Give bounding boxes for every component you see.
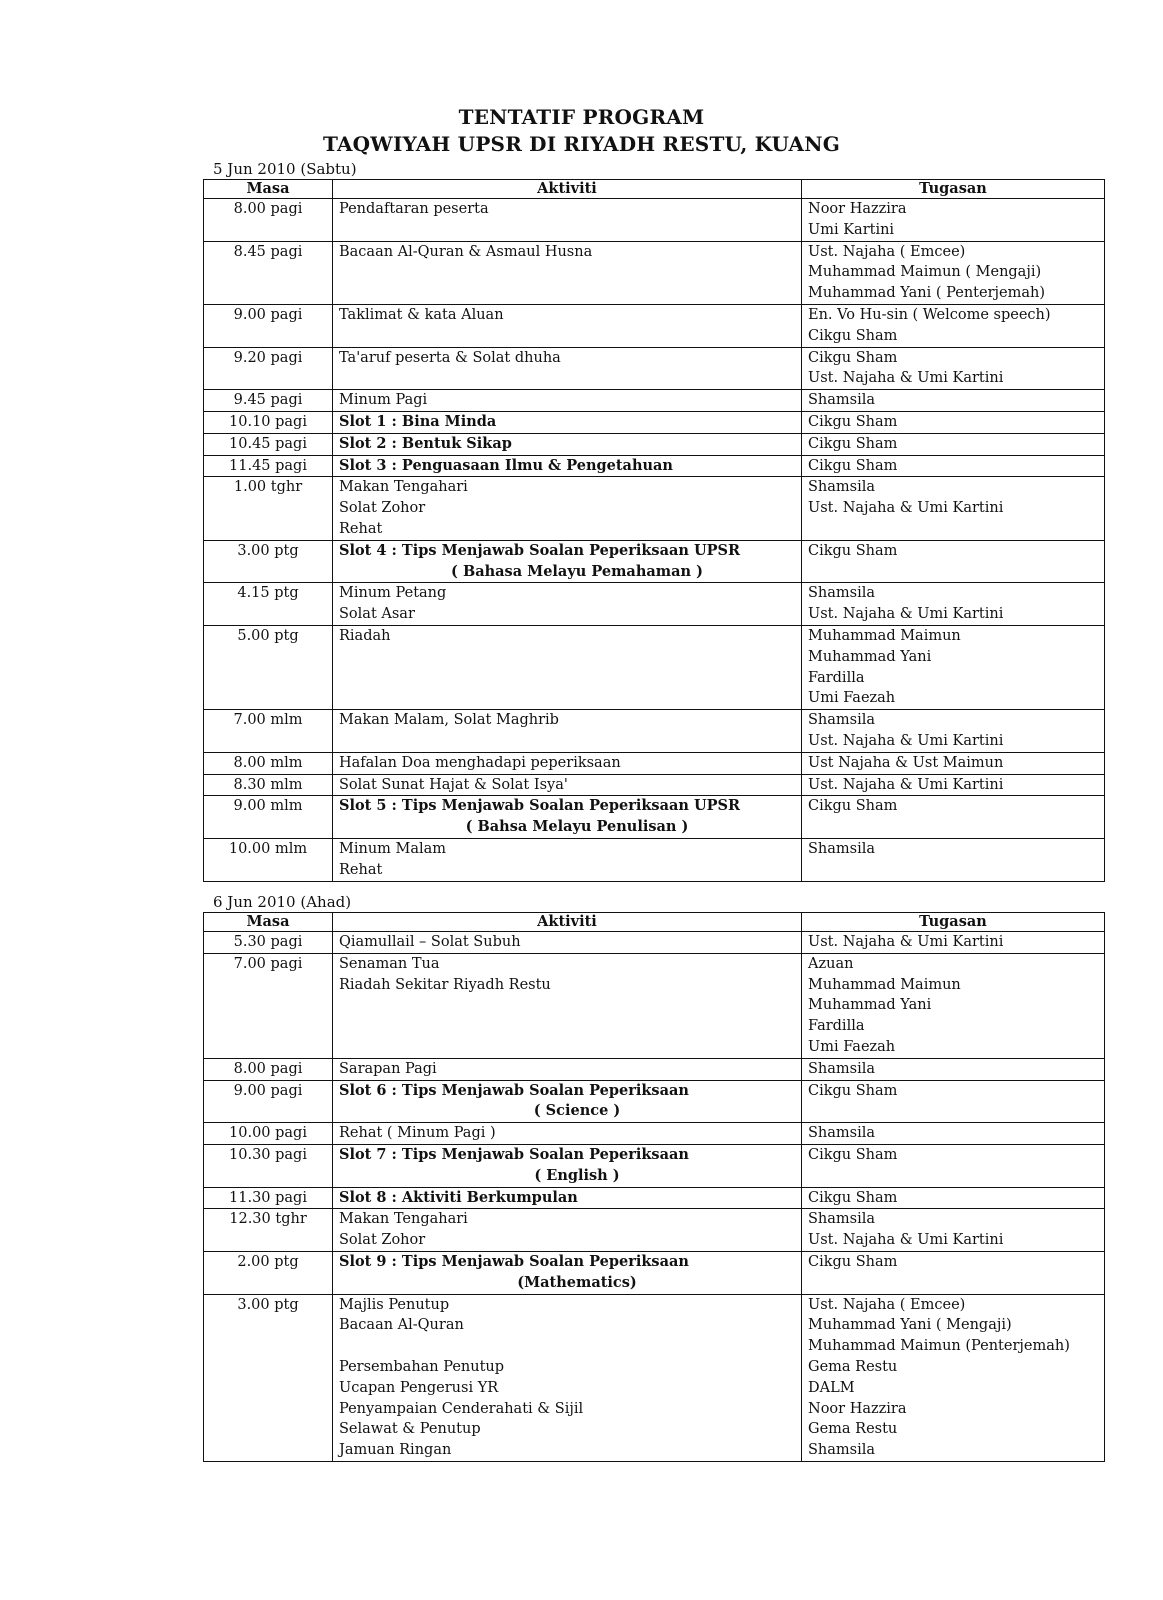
tugasan-line: DALM: [808, 1379, 855, 1396]
table-row: [204, 540, 1105, 583]
cell-aktiviti: [333, 390, 802, 412]
aktiviti-line: Minum Malam: [339, 840, 447, 857]
tugasan-line: Cikgu Sham: [808, 413, 898, 430]
table-row: [204, 477, 1105, 540]
tugasan-line: Ust. Najaha ( Emcee): [808, 1296, 966, 1313]
cell-masa: 9.45 pagi: [204, 390, 333, 412]
tugasan-line: Umi Kartini: [808, 221, 895, 238]
cell-tugasan: [802, 1209, 1105, 1252]
aktiviti-line: Makan Malam, Solat Maghrib: [339, 712, 559, 729]
day-2-label: 6 Jun 2010 (Ahad): [213, 893, 352, 911]
table-row: [204, 796, 1105, 839]
aktiviti-line: Makan Tengahari: [339, 1211, 468, 1228]
aktiviti-line: Ta'aruf peserta & Solat dhuha: [339, 349, 561, 366]
aktiviti-line: Taklimat & kata Aluan: [339, 306, 504, 323]
table-row: [204, 347, 1105, 390]
tugasan-line: Umi Faezah: [808, 690, 896, 707]
tugasan-line: Muhammad Yani: [808, 997, 932, 1014]
cell-tugasan: [802, 1080, 1105, 1123]
table-row: [204, 1187, 1105, 1209]
cell-tugasan: [802, 304, 1105, 347]
cell-aktiviti: [333, 304, 802, 347]
table-row: [204, 932, 1105, 954]
cell-aktiviti: [333, 796, 802, 839]
aktiviti-line: Bacaan Al-Quran & Asmaul Husna: [339, 243, 593, 260]
cell-masa: 5.30 pagi: [204, 932, 333, 954]
table-row: [204, 583, 1105, 626]
cell-masa: 10.45 pagi: [204, 433, 333, 455]
cell-masa: 7.00 pagi: [204, 953, 333, 1058]
cell-aktiviti: [333, 455, 802, 477]
cell-aktiviti: [333, 540, 802, 583]
table-row: [204, 953, 1105, 1058]
cell-tugasan: [802, 455, 1105, 477]
tugasan-line: Ust. Najaha & Umi Kartini: [808, 370, 1004, 387]
cell-masa: 2.00 ptg: [204, 1251, 333, 1294]
table-row: [204, 625, 1105, 709]
cell-masa: 11.30 pagi: [204, 1187, 333, 1209]
cell-tugasan: [802, 710, 1105, 753]
aktiviti-line: Slot 5 : Tips Menjawab Soalan Peperiksaan UPSR: [339, 797, 741, 815]
cell-masa: 5.00 ptg: [204, 625, 333, 709]
aktiviti-line: Slot 2 : Bentuk Sikap: [339, 434, 512, 452]
cell-tugasan: [802, 838, 1105, 881]
aktiviti-line: Riadah Sekitar Riyadh Restu: [339, 976, 551, 993]
aktiviti-line: Slot 6 : Tips Menjawab Soalan Peperiksaan: [339, 1081, 689, 1099]
aktiviti-line: ( Bahsa Melayu Penulisan ): [465, 818, 689, 836]
document-title: TENTATIF PROGRAM: [458, 105, 705, 129]
cell-aktiviti: [333, 1144, 802, 1187]
aktiviti-line: Slot 3 : Penguasaan Ilmu & Pengetahuan: [339, 456, 673, 474]
cell-aktiviti: [333, 199, 802, 242]
tugasan-line: Muhammad Maimun: [808, 627, 961, 644]
aktiviti-line: Sarapan Pagi: [339, 1060, 437, 1077]
aktiviti-line: [339, 1336, 795, 1357]
tugasan-line: Fardilla: [808, 669, 865, 686]
cell-masa: 8.45 pagi: [204, 241, 333, 304]
cell-tugasan: [802, 347, 1105, 390]
tugasan-line: En. Vo Hu-sin ( Welcome speech): [808, 306, 1051, 323]
cell-aktiviti: [333, 774, 802, 796]
cell-masa: 10.00 pagi: [204, 1123, 333, 1145]
cell-aktiviti: [333, 1251, 802, 1294]
tugasan-line: Fardilla: [808, 1018, 865, 1035]
cell-aktiviti: [333, 953, 802, 1058]
tugasan-line: Umi Faezah: [808, 1038, 896, 1055]
aktiviti-line: Solat Zohor: [339, 1232, 426, 1249]
table-row: [204, 752, 1105, 774]
tugasan-line: Shamsila: [808, 1442, 876, 1459]
cell-masa: 9.00 mlm: [204, 796, 333, 839]
column-header-aktiviti: Aktiviti: [333, 180, 802, 199]
tugasan-line: Gema Restu: [808, 1358, 898, 1375]
aktiviti-line: Jamuan Ringan: [339, 1442, 452, 1459]
cell-masa: 1.00 tghr: [204, 477, 333, 540]
cell-tugasan: [802, 411, 1105, 433]
aktiviti-line: ( Bahasa Melayu Pemahaman ): [451, 562, 703, 580]
aktiviti-line: Pendaftaran peserta: [339, 201, 489, 217]
tugasan-line: Cikgu Sham: [808, 1082, 898, 1099]
cell-masa: 11.45 pagi: [204, 455, 333, 477]
cell-tugasan: [802, 540, 1105, 583]
aktiviti-line: Solat Zohor: [339, 500, 426, 517]
tugasan-line: Ust. Najaha & Umi Kartini: [808, 776, 1004, 793]
tugasan-line: Noor Hazzira: [808, 1400, 907, 1417]
tugasan-line: Muhammad Maimun: [808, 976, 961, 993]
cell-tugasan: [802, 1187, 1105, 1209]
column-header-aktiviti: Aktiviti: [333, 913, 802, 932]
table-row: [204, 1251, 1105, 1294]
cell-tugasan: [802, 477, 1105, 540]
cell-masa: 9.00 pagi: [204, 1080, 333, 1123]
cell-masa: 9.00 pagi: [204, 304, 333, 347]
aktiviti-line: (Mathematics): [517, 1273, 637, 1291]
aktiviti-line: Bacaan Al-Quran: [339, 1317, 464, 1334]
schedule-table-day-1: [203, 179, 1105, 882]
aktiviti-line: Qiamullail – Solat Subuh: [339, 934, 521, 950]
cell-tugasan: [802, 932, 1105, 954]
tugasan-line: Shamsila: [808, 840, 876, 857]
cell-tugasan: [802, 1294, 1105, 1461]
cell-tugasan: [802, 625, 1105, 709]
document-subtitle: TAQWIYAH UPSR DI RIYADH RESTU, KUANG: [322, 132, 841, 156]
aktiviti-line: Slot 7 : Tips Menjawab Soalan Peperiksaan: [339, 1145, 689, 1163]
cell-aktiviti: [333, 411, 802, 433]
tugasan-line: Cikgu Sham: [808, 1146, 898, 1163]
aktiviti-line: ( English ): [534, 1166, 620, 1184]
cell-aktiviti: [333, 1187, 802, 1209]
cell-tugasan: [802, 774, 1105, 796]
tugasan-line: Noor Hazzira: [808, 201, 907, 217]
cell-masa: 8.00 mlm: [204, 752, 333, 774]
tugasan-line: Shamsila: [808, 392, 876, 409]
table-row: [204, 455, 1105, 477]
cell-aktiviti: [333, 932, 802, 954]
tugasan-line: Ust. Najaha ( Emcee): [808, 243, 966, 260]
aktiviti-line: Persembahan Penutup: [339, 1358, 505, 1375]
tugasan-line: Ust. Najaha & Umi Kartini: [808, 606, 1004, 623]
tugasan-line: Ust. Najaha & Umi Kartini: [808, 732, 1004, 749]
cell-tugasan: [802, 1123, 1105, 1145]
table-header-row: [204, 180, 1105, 199]
cell-masa: 9.20 pagi: [204, 347, 333, 390]
table-row: [204, 390, 1105, 412]
tugasan-line: Cikgu Sham: [808, 457, 898, 474]
table-row: [204, 1209, 1105, 1252]
table-row: [204, 1058, 1105, 1080]
aktiviti-line: Minum Pagi: [339, 392, 428, 409]
tugasan-line: Muhammad Yani: [808, 648, 932, 665]
table-row: [204, 304, 1105, 347]
column-header-masa: Masa: [204, 180, 333, 199]
cell-masa: 7.00 mlm: [204, 710, 333, 753]
aktiviti-line: Penyampaian Cenderahati & Sijil: [339, 1400, 584, 1417]
aktiviti-line: ( Science ): [533, 1102, 621, 1120]
aktiviti-line: Makan Tengahari: [339, 479, 468, 496]
cell-aktiviti: [333, 1209, 802, 1252]
tugasan-line: Azuan: [808, 955, 854, 972]
cell-aktiviti: [333, 838, 802, 881]
aktiviti-line: Hafalan Doa menghadapi peperiksaan: [339, 754, 621, 771]
column-header-tugasan: Tugasan: [802, 180, 1105, 199]
cell-aktiviti: [333, 241, 802, 304]
tugasan-line: Muhammad Maimun ( Mengaji): [808, 264, 1042, 281]
cell-masa: 4.15 ptg: [204, 583, 333, 626]
cell-tugasan: [802, 953, 1105, 1058]
tugasan-line: Shamsila: [808, 1125, 876, 1142]
tugasan-line: Shamsila: [808, 479, 876, 496]
tugasan-line: Ust. Najaha & Umi Kartini: [808, 1232, 1004, 1249]
aktiviti-line: Rehat: [339, 861, 383, 878]
tugasan-line: Gema Restu: [808, 1421, 898, 1438]
table-row: [204, 241, 1105, 304]
tugasan-line: Shamsila: [808, 1060, 876, 1077]
cell-tugasan: [802, 583, 1105, 626]
tugasan-line: Ust Najaha & Ust Maimun: [808, 754, 1004, 771]
tugasan-line: Cikgu Sham: [808, 1253, 898, 1270]
table-row: [204, 199, 1105, 242]
aktiviti-line: Majlis Penutup: [339, 1296, 450, 1313]
cell-tugasan: [802, 1251, 1105, 1294]
tugasan-line: Cikgu Sham: [808, 435, 898, 452]
tugasan-line: Muhammad Maimun (Penterjemah): [808, 1338, 1070, 1355]
cell-aktiviti: [333, 1123, 802, 1145]
table-row: [204, 1144, 1105, 1187]
tugasan-line: Cikgu Sham: [808, 327, 898, 344]
cell-aktiviti: [333, 583, 802, 626]
aktiviti-line: Riadah: [339, 627, 391, 644]
aktiviti-line: Rehat: [339, 520, 383, 537]
table-row: [204, 411, 1105, 433]
tugasan-line: Shamsila: [808, 1211, 876, 1228]
table-row: [204, 774, 1105, 796]
cell-tugasan: [802, 1144, 1105, 1187]
tugasan-line: Cikgu Sham: [808, 1189, 898, 1206]
tugasan-line: Muhammad Yani ( Mengaji): [808, 1317, 1012, 1334]
cell-tugasan: [802, 241, 1105, 304]
aktiviti-line: Minum Petang: [339, 585, 447, 602]
column-header-masa: Masa: [204, 913, 333, 932]
aktiviti-line: Slot 8 : Aktiviti Berkumpulan: [339, 1188, 578, 1206]
cell-masa: 8.00 pagi: [204, 199, 333, 242]
cell-aktiviti: [333, 1294, 802, 1461]
cell-masa: 10.30 pagi: [204, 1144, 333, 1187]
schedule-table-day-2: [203, 912, 1105, 1462]
cell-aktiviti: [333, 752, 802, 774]
cell-masa: 8.00 pagi: [204, 1058, 333, 1080]
aktiviti-line: Solat Sunat Hajat & Solat Isya': [339, 776, 568, 793]
aktiviti-line: Ucapan Pengerusi YR: [339, 1379, 499, 1396]
table-header-row: [204, 913, 1105, 932]
cell-masa: 8.30 mlm: [204, 774, 333, 796]
cell-aktiviti: [333, 1080, 802, 1123]
aktiviti-line: Senaman Tua: [339, 955, 440, 972]
cell-masa: 3.00 ptg: [204, 1294, 333, 1461]
aktiviti-line: Selawat & Penutup: [339, 1421, 481, 1438]
cell-tugasan: [802, 199, 1105, 242]
aktiviti-line: Rehat ( Minum Pagi ): [339, 1125, 496, 1142]
day-1-label: 5 Jun 2010 (Sabtu): [213, 160, 357, 178]
cell-aktiviti: [333, 347, 802, 390]
aktiviti-line: Slot 1 : Bina Minda: [339, 412, 497, 430]
tugasan-line: Ust. Najaha & Umi Kartini: [808, 934, 1004, 950]
cell-aktiviti: [333, 710, 802, 753]
table-row: [204, 1123, 1105, 1145]
cell-masa: 10.00 mlm: [204, 838, 333, 881]
aktiviti-line: Slot 9 : Tips Menjawab Soalan Peperiksaan: [339, 1252, 689, 1270]
cell-masa: 3.00 ptg: [204, 540, 333, 583]
cell-aktiviti: [333, 477, 802, 540]
tugasan-line: Cikgu Sham: [808, 542, 898, 559]
table-row: [204, 1080, 1105, 1123]
table-row: [204, 838, 1105, 881]
cell-tugasan: [802, 390, 1105, 412]
table-row: [204, 1294, 1105, 1461]
table-row: [204, 433, 1105, 455]
tugasan-line: Muhammad Yani ( Penterjemah): [808, 285, 1045, 302]
cell-aktiviti: [333, 433, 802, 455]
cell-tugasan: [802, 752, 1105, 774]
cell-tugasan: [802, 1058, 1105, 1080]
table-row: [204, 710, 1105, 753]
tugasan-line: Cikgu Sham: [808, 349, 898, 366]
tugasan-line: Ust. Najaha & Umi Kartini: [808, 500, 1004, 517]
cell-masa: 10.10 pagi: [204, 411, 333, 433]
tugasan-line: Shamsila: [808, 712, 876, 729]
cell-tugasan: [802, 433, 1105, 455]
tugasan-line: Cikgu Sham: [808, 798, 898, 815]
cell-tugasan: [802, 796, 1105, 839]
cell-aktiviti: [333, 1058, 802, 1080]
aktiviti-line: Slot 4 : Tips Menjawab Soalan Peperiksaan UPSR: [339, 541, 741, 559]
tugasan-line: Shamsila: [808, 585, 876, 602]
cell-aktiviti: [333, 625, 802, 709]
aktiviti-line: Solat Asar: [339, 606, 415, 623]
column-header-tugasan: Tugasan: [802, 913, 1105, 932]
cell-masa: 12.30 tghr: [204, 1209, 333, 1252]
